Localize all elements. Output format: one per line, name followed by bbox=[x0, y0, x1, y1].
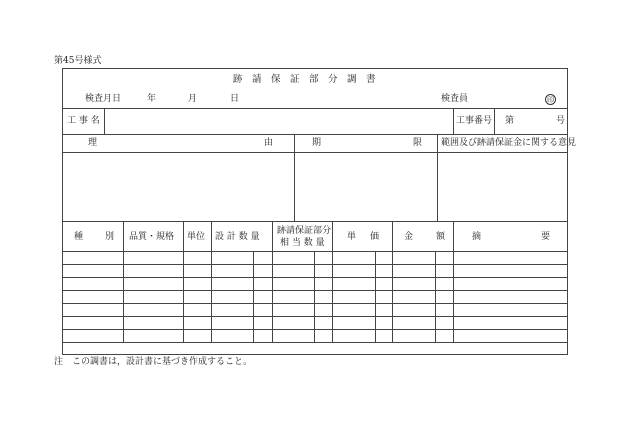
work-number-label: 工事番号 bbox=[456, 116, 493, 126]
rule-v-col3 bbox=[211, 221, 212, 343]
table-row-line bbox=[62, 316, 568, 317]
rule-v-workname bbox=[104, 108, 105, 134]
rule-v-reason-period bbox=[294, 134, 295, 221]
form-frame bbox=[62, 68, 568, 355]
col-guarantee-line1: 跡請保証部分 bbox=[277, 226, 332, 236]
inspection-date-label: 検査月日 bbox=[85, 94, 122, 104]
rule-after-reason-header bbox=[62, 152, 568, 153]
year-label: 年 bbox=[147, 94, 157, 104]
table-row-line bbox=[62, 277, 568, 278]
col-quality: 品質・規格 bbox=[129, 232, 175, 242]
col-kind-b: 別 bbox=[105, 232, 115, 242]
rule-top-inner bbox=[62, 108, 568, 109]
rule-before-table bbox=[62, 221, 568, 222]
day-label: 日 bbox=[230, 94, 240, 104]
rule-v-col7 bbox=[453, 221, 454, 343]
rule-v-col4 bbox=[272, 221, 273, 343]
inspector-label: 検査員 bbox=[441, 94, 469, 104]
reason-ri: 理 bbox=[88, 138, 98, 148]
reason-yu: 由 bbox=[264, 138, 274, 148]
rule-v-col2 bbox=[183, 221, 184, 343]
rule-v-period-opinion bbox=[437, 134, 438, 221]
month-label: 月 bbox=[188, 94, 198, 104]
period-gen: 限 bbox=[413, 138, 423, 148]
dai-label: 第 bbox=[505, 116, 515, 126]
form-title: 跡 請 保 証 部 分 調 書 bbox=[233, 74, 376, 85]
col-amount-a: 金 bbox=[404, 232, 414, 242]
footnote: 注 この調書は，設計書に基づき作成すること。 bbox=[54, 357, 253, 367]
rule-v-worknum-left bbox=[453, 108, 454, 134]
table-row-line bbox=[62, 303, 568, 304]
work-name-label: 工 事 名 bbox=[67, 116, 100, 126]
table-row-line bbox=[62, 290, 568, 291]
table-row-line bbox=[62, 264, 568, 265]
go-label: 号 bbox=[556, 116, 566, 126]
col-kind-a: 種 bbox=[74, 232, 84, 242]
col-unit: 単位 bbox=[187, 232, 206, 242]
col-guarantee-line2: 相 当 数 量 bbox=[280, 238, 325, 248]
table-row-line bbox=[62, 342, 568, 343]
rule-v-col6 bbox=[392, 221, 393, 343]
table-row-line bbox=[62, 329, 568, 330]
period-ki: 期 bbox=[312, 138, 322, 148]
col-remarks-a: 摘 bbox=[472, 232, 482, 242]
col-unit-price-b: 価 bbox=[370, 232, 380, 242]
rule-v-col1 bbox=[123, 221, 124, 343]
col-amount-b: 額 bbox=[436, 232, 446, 242]
rule-v-worknum-right bbox=[494, 108, 495, 134]
rule-after-table-header bbox=[62, 251, 568, 252]
col-design-qty: 設 計 数 量 bbox=[215, 232, 260, 242]
form-number: 第45号様式 bbox=[54, 56, 102, 66]
col-remarks-b: 要 bbox=[541, 232, 551, 242]
seal-stamp: 印 bbox=[547, 95, 554, 104]
rule-v-col5 bbox=[332, 221, 333, 343]
col-unit-price-a: 単 bbox=[347, 232, 357, 242]
opinion-label: 範囲及び跡請保証金に関する意見 bbox=[441, 138, 577, 148]
rule-after-work bbox=[62, 134, 568, 135]
